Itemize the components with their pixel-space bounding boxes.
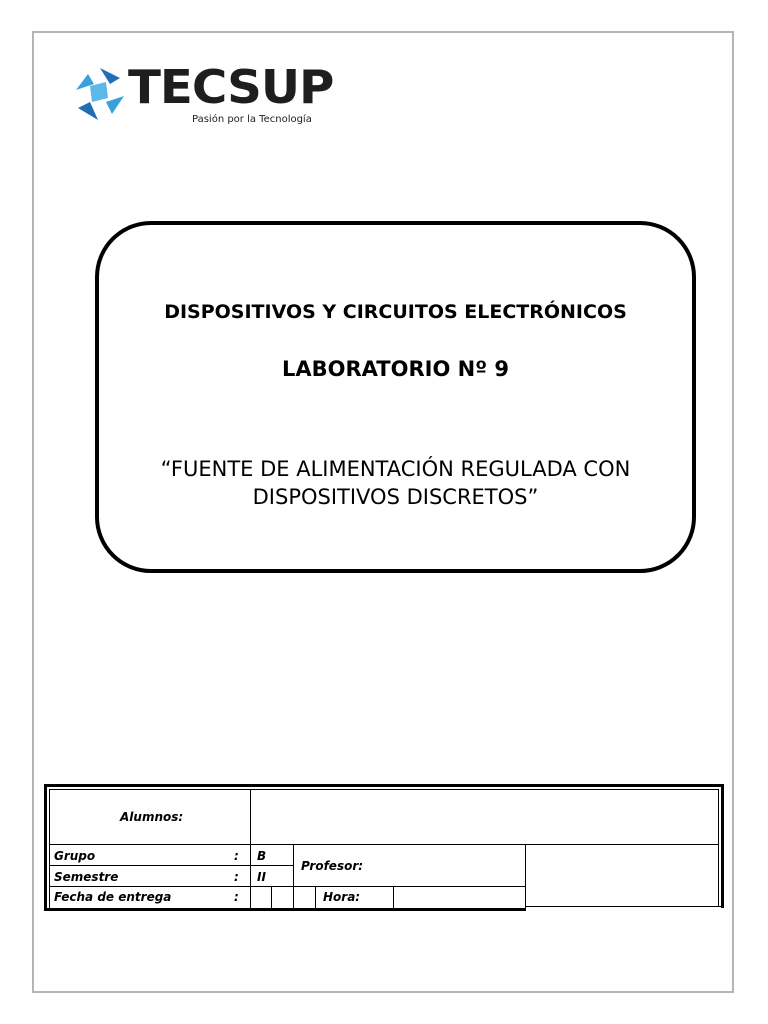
- course-title: DISPOSITIVOS Y CIRCUITOS ELECTRÓNICOS: [164, 301, 627, 323]
- table-border-left: [44, 784, 47, 910]
- logo-tagline: Pasión por la Tecnología: [192, 114, 312, 125]
- table-border-right-inner: [718, 789, 719, 907]
- grupo-label: Grupo: [54, 849, 96, 863]
- lab-title: LABORATORIO Nº 9: [282, 357, 509, 381]
- row-divider-alumnos: [49, 844, 719, 845]
- row-divider-semestre: [49, 886, 526, 887]
- col-divider-fecha-a: [271, 887, 272, 908]
- col-divider-right-block: [525, 845, 526, 908]
- logo-wordmark: TECSUP: [128, 60, 334, 114]
- project-title: “FUENTE DE ALIMENTACIÓN REGULADA CON DISPOSITIVOS DISCRETOS”: [160, 457, 631, 509]
- tecsup-arrows-logo-icon: [70, 64, 128, 122]
- table-border-right: [721, 784, 724, 908]
- grupo-colon: :: [234, 849, 239, 863]
- grupo-value: B: [257, 849, 267, 863]
- table-border-top: [44, 784, 724, 787]
- alumnos-label: Alumnos:: [120, 810, 184, 824]
- table-border-bottom: [44, 908, 526, 911]
- col-divider-fecha-b: [315, 887, 316, 908]
- col-divider-value: [293, 845, 294, 908]
- table-border-top-inner: [49, 789, 719, 790]
- student-info-table: [44, 784, 724, 912]
- table-border-bottom-right: [526, 906, 721, 907]
- table-border-left-inner: [49, 789, 50, 908]
- fecha-entrega-label: Fecha de entrega: [54, 890, 172, 904]
- col-divider-labels: [250, 789, 251, 908]
- semestre-colon: :: [234, 870, 239, 884]
- title-box: [95, 221, 696, 573]
- col-divider-hora: [393, 887, 394, 908]
- hora-label: Hora:: [323, 890, 361, 904]
- row-divider-grupo: [49, 865, 293, 866]
- semestre-value: II: [257, 870, 266, 884]
- tecsup-logo: [70, 60, 334, 130]
- fecha-entrega-colon: :: [234, 890, 239, 904]
- profesor-label: Profesor:: [301, 859, 364, 873]
- semestre-label: Semestre: [54, 870, 119, 884]
